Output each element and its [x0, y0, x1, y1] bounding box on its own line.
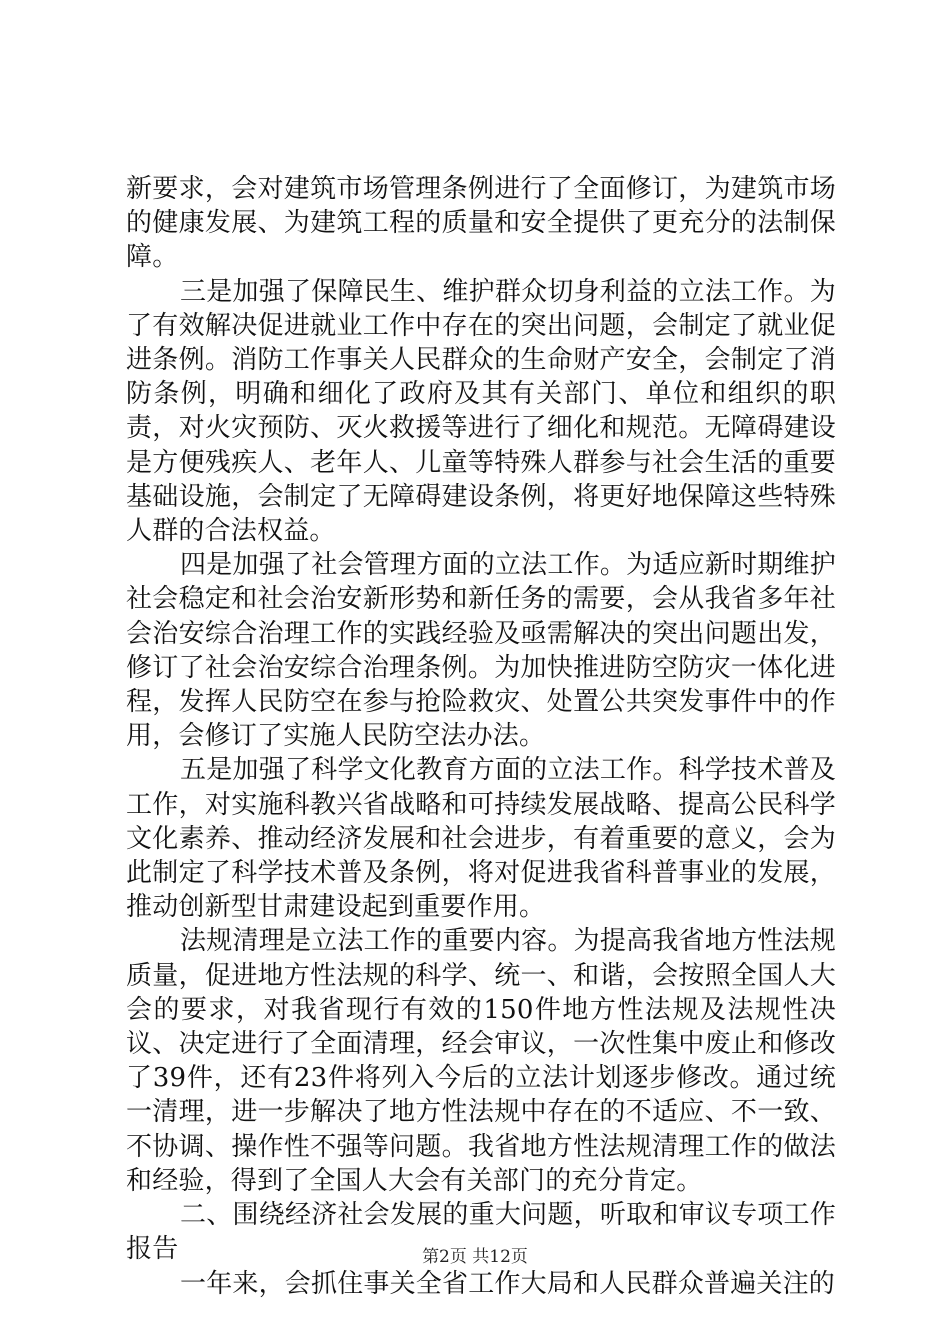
paragraph-continuation: 新要求，会对建筑市场管理条例进行了全面修订，为建筑市场的健康发展、为建筑工程的质量和安全提供了更充分的法制保障。	[126, 174, 836, 273]
page-number-footer: 第2页 共12页	[422, 1247, 528, 1267]
document-body	[126, 172, 836, 1301]
paragraph-social-management-legislation: 四是加强了社会管理方面的立法工作。为适应新时期维护社会稳定和社会治安新形势和新任务的需要，会从我省多年社会治安综合治理工作的实践经验及亟需解决的突出问题出发，修订了社会治安综合治理条例。为加快推进防空防灾一体化进程，发挥人民防空在参与抢险救灾、处置公共突发事件中的作用，会修订了实施人民防空法办法。	[126, 550, 836, 752]
paragraph-livelihood-legislation: 三是加强了保障民生、维护群众切身利益的立法工作。为了有效解决促进就业工作中存在的突出问题，会制定了就业促进条例。消防工作事关人民群众的生命财产安全，会制定了消防条例，明确和细化了政府及其有关部门、单位和组织的职责，对火灾预防、灭火救援等进行了细化和规范。无障碍建设是方便残疾人、老年人、儿童等特殊人群参与社会生活的重要基础设施，会制定了无障碍建设条例，将更好地保障这些特殊人群的合法权益。	[126, 276, 836, 547]
paragraph-science-culture-legislation: 五是加强了科学文化教育方面的立法工作。科学技术普及工作，对实施科教兴省战略和可持续发展战略、提高公民科学文化素养、推动经济发展和社会进步，有着重要的意义，会为此制定了科学技术普及条例，将对促进我省科普事业的发展，推动创新型甘肃建设起到重要作用。	[126, 755, 836, 923]
section-heading-special-reports: 二、围绕经济社会发展的重大问题，听取和审议专项工作报告	[126, 1200, 836, 1265]
paragraph-regulation-cleanup: 法规清理是立法工作的重要内容。为提高我省地方性法规质量，促进地方性法规的科学、统一、和谐，会按照全国人大会的要求，对我省现行有效的150件地方性法规及法规性决议、决定进行了全面清理，经会审议，一次性集中废止和修改了39件，还有23件将列入今后的立法计划逐步修改。通过统一清理，进一步解决了地方性法规中存在的不适应、不一致、不协调、操作性不强等问题。我省地方性法规清理工作的做法和经验，得到了全国人大会有关部门的充分肯定。	[126, 926, 836, 1196]
paragraph-past-year: 一年来，会抓住事关全省工作大局和人民群众普遍关注的	[180, 1268, 836, 1299]
